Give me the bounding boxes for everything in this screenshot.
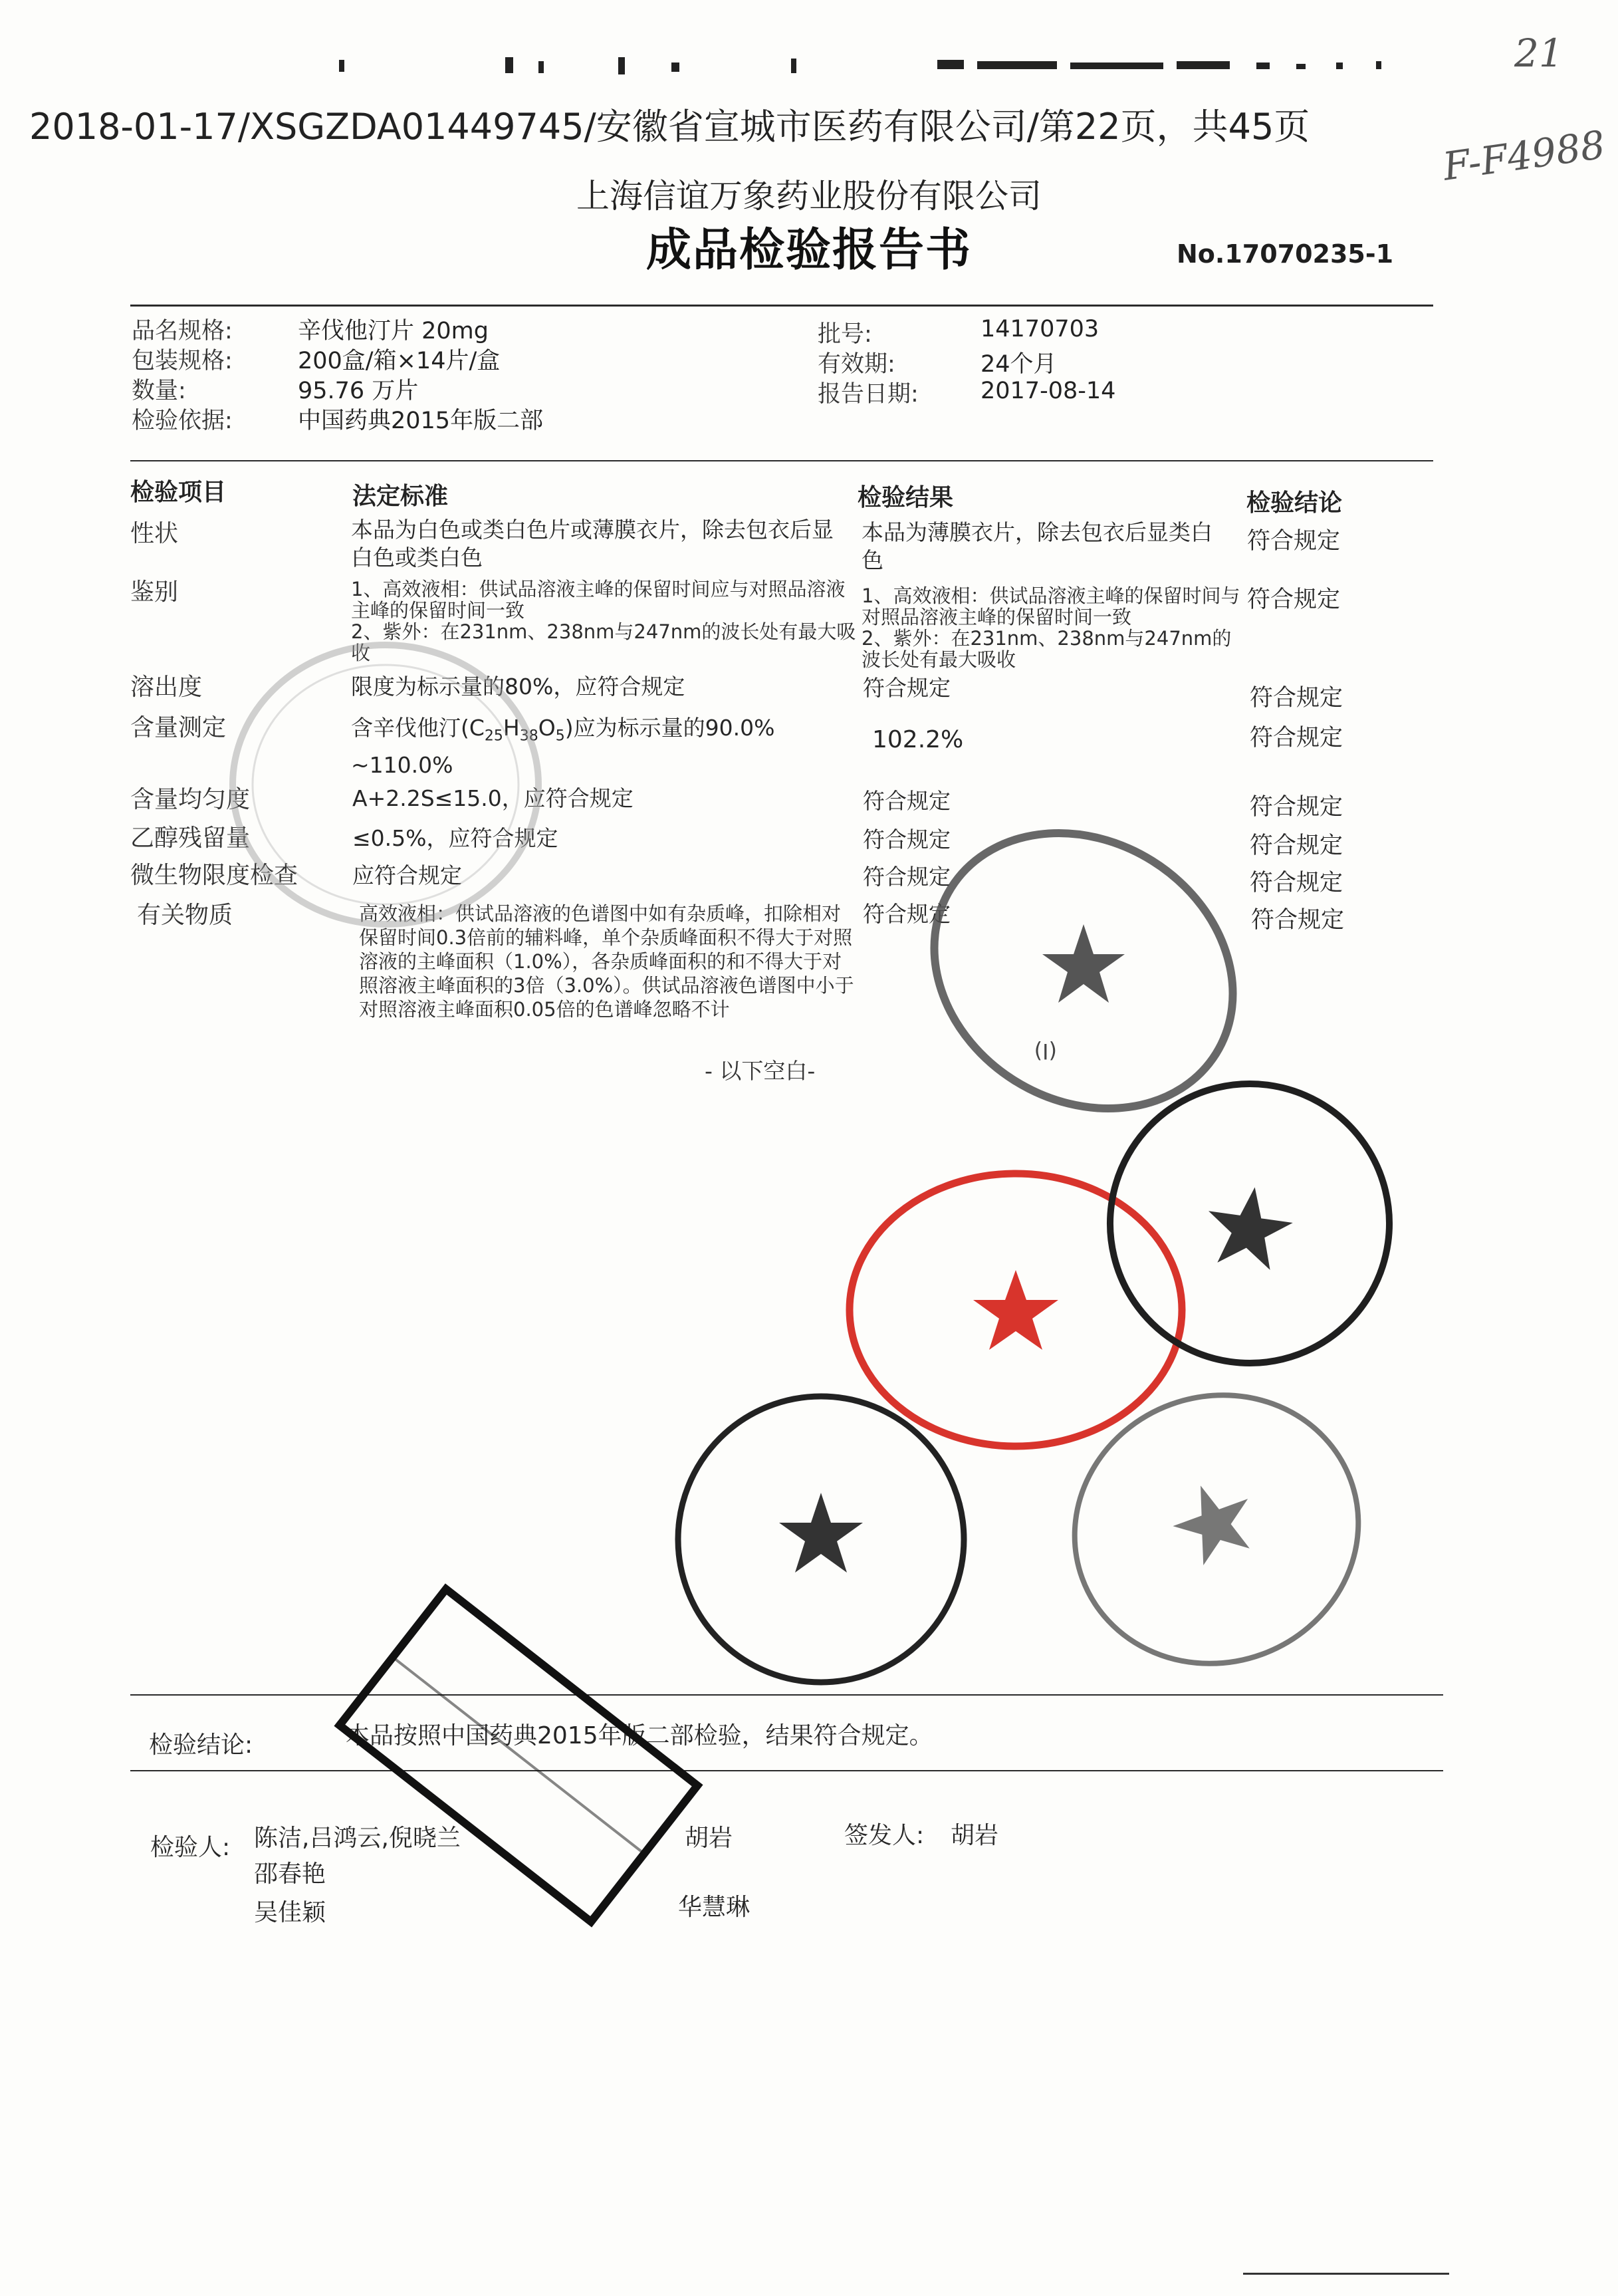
item-microbial: 微生物限度检查 (130, 862, 298, 889)
conclusion-assay: 符合规定 (1250, 725, 1343, 751)
header-standard: 法定标准 (352, 483, 449, 510)
gray-stamp-left (213, 625, 558, 944)
result-appearance: 本品为薄膜衣片，除去包衣后显类白色 (862, 519, 1213, 573)
scan-noise (339, 56, 1429, 76)
result-assay: 102.2% (872, 726, 964, 753)
hainan-stamp (346, 1569, 691, 1942)
item-related-substances: 有关物质 (137, 902, 233, 929)
quantity-label: 数量: (132, 378, 186, 404)
info-rule (130, 460, 1433, 461)
conclusion-bottom-rule (130, 1770, 1443, 1771)
result-related-substances: 符合规定 (863, 901, 951, 927)
batch-value: 14170703 (981, 316, 1099, 342)
standard-microbial: 应符合规定 (352, 862, 462, 888)
report-date-value: 2017-08-14 (981, 378, 1116, 404)
basis-value: 中国药典2015年版二部 (298, 408, 544, 434)
conclusion-dissolution: 符合规定 (1250, 685, 1343, 711)
result-identification: 1、高效液相：供试品溶液主峰的保留时间与对照品溶液主峰的保留时间一致 2、紫外：在231nm、238nm与247nm的波长处有最大吸收 (862, 584, 1240, 671)
inspector-label: 检验人: (150, 1834, 231, 1861)
fax-header: 2018-01-17/XSGZDA01449745/安徽省宣城市医药有限公司/第22页，共45页 (29, 106, 1310, 148)
extra-signature: 华慧琳 (678, 1894, 751, 1921)
standard-uniformity: A+2.2S≤15.0，应符合规定 (352, 785, 634, 811)
company-name: 上海信谊万象药业股份有限公司 (576, 177, 1042, 215)
validity-value: 24个月 (981, 351, 1057, 378)
report-title: 成品检验报告书 (645, 224, 972, 277)
blank-below-note: - 以下空白- (705, 1058, 816, 1084)
conclusion-label: 检验结论: (149, 1731, 253, 1759)
item-uniformity: 含量均匀度 (130, 786, 251, 813)
result-uniformity: 符合规定 (863, 788, 951, 814)
item-ethanol: 乙醇残留量 (130, 825, 251, 852)
handwritten-code: F-F4988 (1440, 122, 1608, 190)
quantity-value: 95.76 万片 (298, 378, 419, 404)
conclusion-top-rule (130, 1694, 1443, 1696)
issuer-name: 胡岩 (951, 1822, 999, 1849)
product-value: 辛伐他汀片 20mg (298, 318, 489, 344)
shanghai-stamp (1064, 1383, 1369, 1676)
handwritten-page-mark: 21 (1514, 31, 1563, 76)
conclusion-identification: 符合规定 (1247, 586, 1341, 613)
report-number: No.17070235-1 (1177, 239, 1394, 269)
standard-assay-range: ~110.0% (351, 752, 453, 778)
inspector-line-3: 吴佳颖 (254, 1899, 326, 1926)
bottom-mark (1243, 2273, 1449, 2275)
result-ethanol: 符合规定 (863, 827, 951, 852)
conclusion-text: 本品按照中国药典2015年版二部检验，结果符合规定。 (346, 1722, 933, 1749)
standard-identification: 1、高效液相：供试品溶液主峰的保留时间应与对照品溶液主峰的保留时间一致 2、紫外：在231nm、238nm与247nm的波长处有最大吸收 (351, 578, 856, 664)
standard-ethanol: ≤0.5%，应符合规定 (352, 825, 558, 851)
inspector-line-2: 邵春艳 (254, 1860, 326, 1888)
basis-label: 检验依据: (132, 408, 233, 434)
report-date-label: 报告日期: (818, 381, 919, 408)
package-label: 包装规格: (132, 348, 233, 374)
conclusion-microbial: 符合规定 (1250, 870, 1343, 896)
conclusion-uniformity: 符合规定 (1250, 794, 1343, 821)
svg-text:(I): (I) (1034, 1039, 1057, 1064)
result-dissolution: 符合规定 (863, 675, 951, 701)
product-label: 品名规格: (132, 318, 233, 344)
standard-assay: 含辛伐他汀$(C_{25}H_{38}O_5)$应为标示量的90.0% (351, 715, 775, 745)
header-rule (130, 305, 1433, 307)
conclusion-related-substances: 符合规定 (1251, 907, 1345, 934)
reviewer-name: 胡岩 (685, 1825, 733, 1852)
package-value: 200盒/箱×14片/盒 (298, 348, 501, 374)
nanjing-stamp (1097, 1071, 1403, 1376)
batch-label: 批号: (818, 321, 872, 348)
item-dissolution: 溶出度 (130, 674, 203, 701)
header-result: 检验结果 (858, 484, 954, 511)
header-conclusion: 检验结论 (1246, 489, 1343, 517)
item-assay: 含量测定 (130, 714, 227, 741)
conclusion-ethanol: 符合规定 (1250, 832, 1343, 859)
standard-dissolution: 限度为标示量的80%，应符合规定 (351, 674, 685, 700)
huaning-stamp (668, 1386, 974, 1692)
conclusion-appearance: 符合规定 (1247, 528, 1341, 555)
issuer-label: 签发人: (844, 1822, 925, 1849)
item-appearance: 性状 (130, 520, 179, 547)
inspector-line-1: 陈洁,吕鸿云,倪晓兰 (254, 1825, 461, 1852)
validity-label: 有效期: (818, 351, 895, 378)
standard-related-substances: 高效液相：供试品溶液的色谱图中如有杂质峰，扣除相对保留时间0.3倍前的辅料峰，单个杂质峰面积不得大于对照溶液的主峰面积（1.0%），各杂质峰面积的和不得大于对照溶液主峰面积的3倍（3.0%）。供试品溶液色谱图中小于对照溶液主峰面积0.05倍的色谱峰忽略不计 (359, 902, 854, 1021)
header-item: 检验项目 (130, 479, 227, 506)
result-microbial: 符合规定 (863, 864, 951, 890)
item-identification: 鉴别 (130, 578, 179, 606)
standard-appearance: 本品为白色或类白色片或薄膜衣片，除去包衣后显白色或类白色 (351, 517, 834, 571)
